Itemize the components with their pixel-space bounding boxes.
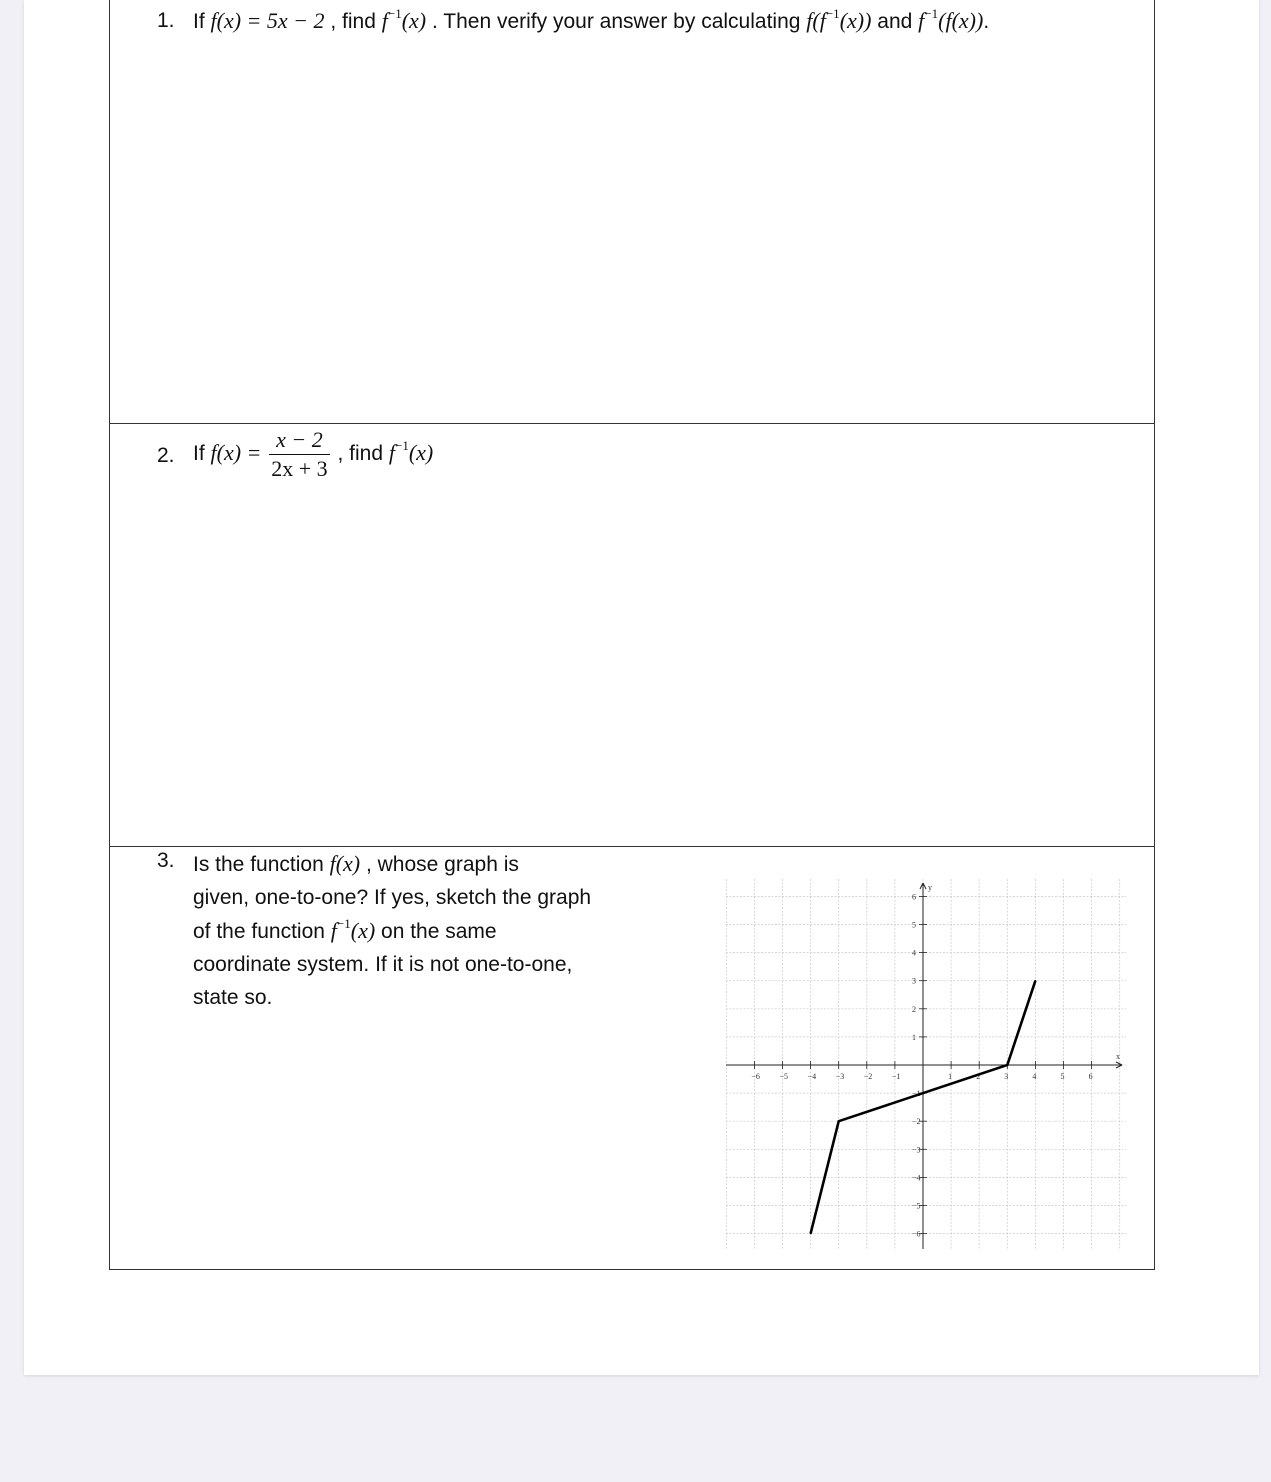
x-tick-label: −2 [863, 1072, 873, 1081]
sentence-end: . [983, 10, 990, 33]
x-tick-label: −3 [835, 1072, 845, 1081]
question-number: 1. [157, 9, 175, 32]
question-1-cell [110, 0, 1154, 424]
inverse-function: $f^{-1}(x)$ [381, 6, 427, 33]
fraction-denominator: 2x + 3 [271, 456, 328, 481]
x-tick-label: −6 [751, 1072, 760, 1081]
y-tick-label: −1 [912, 1089, 921, 1099]
question-number: 3. [157, 849, 175, 872]
question-3-text [193, 847, 633, 1014]
q3-line-2: given, one-to-one? If yes, sketch the graph [193, 886, 592, 909]
x-tick-label: 6 [1088, 1072, 1093, 1081]
tick-labels [751, 883, 1120, 1239]
x-tick-label: −5 [779, 1072, 789, 1081]
q3-line-4: coordinate system. If it is not one-to-one, [193, 953, 573, 976]
fraction [269, 426, 329, 483]
data-point [838, 1120, 840, 1122]
y-tick-label: −6 [912, 1229, 921, 1239]
find-word: , find [330, 10, 376, 33]
axes [726, 883, 1122, 1249]
lead-word: If [193, 10, 205, 33]
question-number: 2. [157, 444, 175, 467]
worksheet-page [24, 0, 1259, 1375]
function-definition: f(x) = 5x − 2 [210, 8, 325, 33]
inverse-function: $f^{-1}(x)$ [388, 438, 434, 466]
composition-1: $f(f^{-1}(x))$ [806, 6, 872, 33]
x-tick-label: −1 [891, 1072, 901, 1081]
verify-instruction: . Then verify your answer by calculating [431, 10, 801, 33]
find-word: , find [337, 442, 384, 466]
grid-lines [726, 879, 1126, 1249]
function-graph [726, 879, 1126, 1249]
x-tick-label: 5 [1060, 1072, 1065, 1081]
y-tick-label: 6 [912, 892, 916, 902]
question-2-text [193, 426, 433, 483]
x-tick-label: −4 [807, 1072, 817, 1081]
y-tick-label: 3 [912, 976, 916, 986]
x-axis-label: x [1116, 1052, 1120, 1061]
composition-2: $f^{-1}(f(x))$ [918, 6, 984, 33]
y-tick-label: 1 [912, 1032, 916, 1042]
worksheet-table [109, 0, 1155, 1270]
y-tick-label: −4 [912, 1173, 921, 1183]
q3-line-5: state so. [193, 986, 273, 1009]
x-tick-label: 2 [976, 1072, 981, 1081]
y-tick-label: −3 [912, 1145, 921, 1155]
x-tick-label: 4 [1032, 1072, 1037, 1081]
y-tick-label: −5 [912, 1201, 921, 1211]
function-lhs: f(x) = [210, 440, 262, 466]
x-tick-label: 1 [948, 1072, 953, 1081]
question-2-cell [110, 424, 1154, 847]
question-3-cell [110, 847, 1154, 1269]
y-tick-label: −2 [912, 1117, 921, 1127]
y-tick-label: 5 [912, 920, 916, 930]
fraction-numerator: x − 2 [269, 426, 329, 455]
y-tick-label: 2 [912, 1004, 916, 1014]
data-point [1035, 980, 1037, 982]
x-tick-label: 3 [1004, 1072, 1009, 1081]
lead-word: If [193, 442, 205, 466]
data-point [810, 1233, 812, 1235]
question-1-text [193, 8, 989, 34]
q3-line-3: of the function $f^{-1}(x)$ on the same [193, 916, 497, 943]
y-tick-label: 4 [912, 948, 916, 958]
q3-line-1: Is the function f(x) , whose graph is [193, 851, 519, 876]
y-axis-label: y [928, 883, 932, 892]
data-point [1007, 1064, 1009, 1066]
and-word: and [877, 10, 913, 33]
